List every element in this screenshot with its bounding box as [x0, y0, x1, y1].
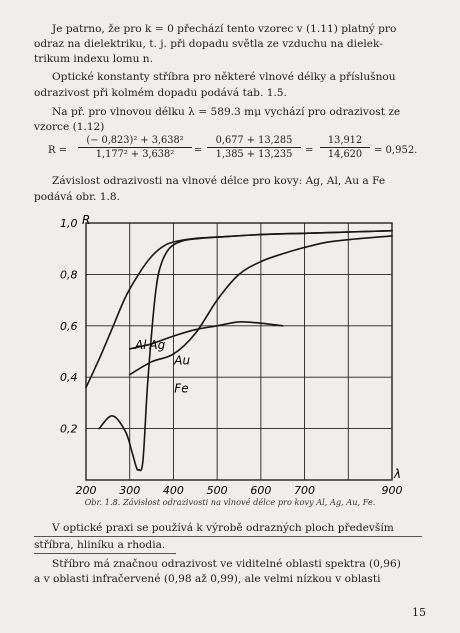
p6-line-2: a v oblasti infračervené (0,98 až 0,99), ale velmi nízkou v oblasti	[34, 573, 381, 585]
formula-fraction-2	[207, 135, 301, 160]
fraction-3-numerator: 13,912	[327, 135, 363, 146]
p3-line-1: Na př. pro vlnovou délku λ = 589.3 mμ vychází pro odrazivost ze	[52, 106, 401, 118]
series-label-al: Al	[134, 337, 147, 352]
y-tick-label-4: 1,0	[60, 217, 78, 230]
chart-grid	[86, 223, 392, 480]
chart-tick-labels	[60, 217, 403, 497]
fraction-3-bar	[320, 147, 370, 148]
fraction-1-bar	[78, 147, 192, 148]
page-number: 15	[412, 606, 426, 619]
p1-line-1: Je patrno, že pro k = 0 přechází tento vzorec v (1.11) platný pro	[52, 23, 397, 35]
y-tick-label-3: 0,8	[60, 268, 78, 282]
p5-underline-2	[34, 553, 176, 554]
p4-line-1: Závislost odrazivosti na vlnové délce pro kovy: Ag, Al, Au a Fe	[52, 175, 386, 187]
p1-line-2: odraz na dielektriku, t. j. při dopadu světla ze vzduchu na dielek-	[34, 38, 383, 50]
y-axis-label: R	[82, 213, 91, 227]
fraction-1-denominator: 1,177² + 3,638²	[95, 149, 175, 160]
fraction-2-denominator: 1,385 + 13,235	[215, 149, 293, 160]
y-tick-label-0: 0,2	[60, 422, 78, 436]
formula-fraction-3	[320, 135, 370, 160]
x-axis-label: λ	[394, 467, 402, 481]
series-label-fe: Fe	[174, 381, 189, 396]
fraction-2-bar	[207, 147, 301, 148]
series-label-ag: Ag	[149, 337, 166, 352]
formula-lhs: R =	[48, 145, 68, 156]
p2-line-1: Optické konstanty stříbra pro některé vlnové délky a příslušnou	[52, 71, 396, 83]
formula-result: = 0,952.	[374, 145, 418, 156]
x-tick-label-700: 700	[294, 484, 316, 497]
fraction-3-denominator: 14,620	[327, 149, 363, 160]
x-tick-label-500: 500	[206, 484, 228, 497]
p2-line-2: odrazivost při kolmém dopadu podává tab. 1.5.	[34, 87, 287, 99]
y-tick-label-1: 0,4	[60, 371, 78, 385]
x-tick-label-900: 900	[381, 484, 403, 497]
p3-line-2: vzorce (1.12)	[34, 121, 105, 133]
x-tick-label-600: 600	[250, 484, 272, 497]
figure-caption: Obr. 1.8. Závislost odrazivosti na vlnové délce pro kovy Al, Ag, Au, Fe.	[84, 497, 376, 507]
fraction-2-numerator: 0,677 + 13,285	[215, 135, 293, 146]
formula-fraction-1	[78, 135, 192, 160]
y-tick-label-2: 0,6	[60, 319, 78, 333]
formula-equals-2: =	[305, 145, 314, 156]
fraction-1-numerator: (− 0,823)² + 3,638²	[86, 135, 184, 146]
chart-curves	[86, 231, 392, 471]
x-tick-label-400: 400	[162, 484, 184, 497]
p6-line-1: Stříbro má značnou odrazivost ve viditelné oblasti spektra (0,96)	[52, 558, 401, 570]
p1-line-3: trikum indexu lomu n.	[34, 53, 153, 65]
plot-frame	[86, 223, 392, 480]
p4-line-2: podává obr. 1.8.	[34, 191, 120, 203]
p5-line-1: V optické praxi se používá k výrobě odrazných ploch především	[52, 522, 394, 534]
x-tick-label-200: 200	[75, 484, 97, 497]
series-al-line	[86, 231, 392, 388]
formula-equals-1: =	[194, 145, 203, 156]
series-label-au: Au	[174, 353, 191, 368]
x-tick-label-300: 300	[119, 484, 141, 497]
reflectance-chart	[0, 200, 460, 500]
p5-underline-1	[34, 536, 422, 537]
p5-line-2: stříbra, hliníku a rhodia.	[34, 539, 166, 551]
